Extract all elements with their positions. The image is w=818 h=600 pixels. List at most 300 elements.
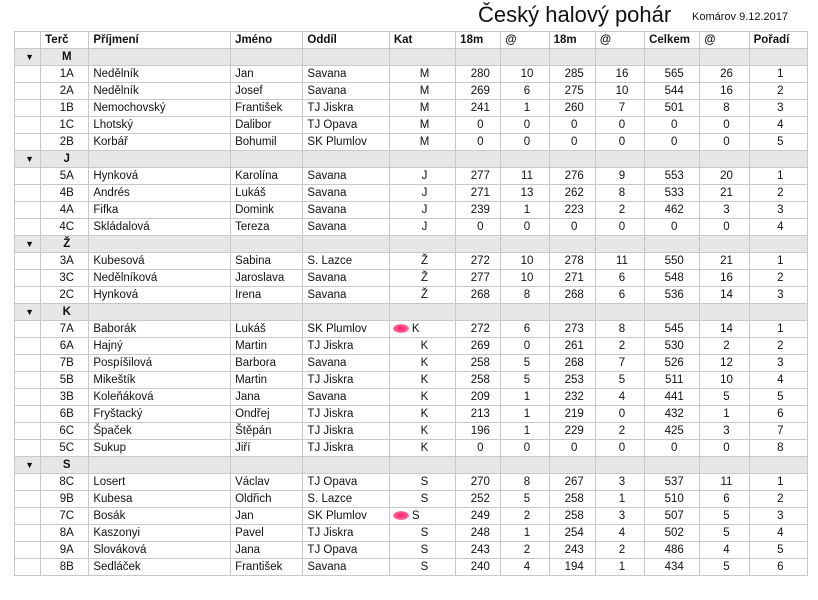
group-row-empty-cell	[231, 236, 303, 253]
group-row-empty-cell	[231, 151, 303, 168]
group-row-empty-cell	[749, 236, 807, 253]
target-cell: 4A	[41, 202, 89, 219]
group-row-empty-cell	[456, 49, 501, 66]
collapse-triangle-icon[interactable]: ▼	[15, 304, 41, 321]
at-first-cell: 6	[501, 83, 549, 100]
rank-cell: 7	[749, 423, 807, 440]
firstname-cell: Jiří	[231, 440, 303, 457]
at-second-cell: 1	[595, 491, 644, 508]
group-row-empty-cell	[749, 151, 807, 168]
at-second-cell: 1	[595, 559, 644, 576]
row-indent-cell	[15, 406, 41, 423]
at-second-cell: 9	[595, 168, 644, 185]
club-cell: TJ Jiskra	[303, 423, 389, 440]
group-row-empty-cell	[231, 457, 303, 474]
firstname-cell: Bohumil	[231, 134, 303, 151]
score-18m-second-cell: 0	[549, 117, 595, 134]
target-cell: 1B	[41, 100, 89, 117]
event-subtitle: Komárov 9.12.2017	[692, 11, 789, 23]
table-row[interactable]	[15, 355, 808, 372]
total-cell: 462	[645, 202, 700, 219]
group-row-empty-cell	[700, 151, 749, 168]
category-group-label: J	[41, 151, 89, 168]
at-second-cell: 7	[595, 100, 644, 117]
at-second-cell: 3	[595, 474, 644, 491]
category-cell: J	[389, 185, 455, 202]
surname-cell: Korbář	[89, 134, 231, 151]
group-row-empty-cell	[549, 151, 595, 168]
at-first-cell: 10	[501, 253, 549, 270]
at-first-cell: 1	[501, 406, 549, 423]
surname-cell: Hynková	[89, 168, 231, 185]
group-row-empty-cell	[549, 236, 595, 253]
score-18m-second-cell: 254	[549, 525, 595, 542]
at-total-cell: 16	[700, 83, 749, 100]
club-cell: Savana	[303, 389, 389, 406]
surname-cell: Kaszonyi	[89, 525, 231, 542]
category-cell: M	[389, 117, 455, 134]
target-cell: 8B	[41, 559, 89, 576]
at-second-cell: 0	[595, 406, 644, 423]
club-cell: Savana	[303, 559, 389, 576]
at-first-cell: 5	[501, 372, 549, 389]
club-cell: S. Lazce	[303, 491, 389, 508]
at-second-cell: 0	[595, 219, 644, 236]
table-row[interactable]	[15, 185, 808, 202]
category-cell: M	[389, 66, 455, 83]
firstname-cell: Lukáš	[231, 321, 303, 338]
at-total-cell: 5	[700, 525, 749, 542]
table-row[interactable]	[15, 253, 808, 270]
group-row-empty-cell	[456, 151, 501, 168]
table-row[interactable]	[15, 389, 808, 406]
rank-cell: 1	[749, 474, 807, 491]
rank-cell: 3	[749, 287, 807, 304]
at-second-cell: 8	[595, 185, 644, 202]
score-18m-second-cell: 232	[549, 389, 595, 406]
table-row[interactable]	[15, 287, 808, 304]
total-cell: 501	[645, 100, 700, 117]
surname-cell: Pospíšilová	[89, 355, 231, 372]
surname-cell: Špaček	[89, 423, 231, 440]
category-group-row[interactable]	[15, 304, 808, 321]
table-row[interactable]	[15, 372, 808, 389]
at-second-cell: 0	[595, 440, 644, 457]
row-indent-cell	[15, 321, 41, 338]
surname-cell: Nemochovský	[89, 100, 231, 117]
table-row[interactable]	[15, 559, 808, 576]
at-second-cell: 2	[595, 202, 644, 219]
rank-cell: 6	[749, 559, 807, 576]
group-row-empty-cell	[303, 151, 389, 168]
column-header-kat[interactable]: Kat	[389, 32, 455, 49]
total-cell: 0	[645, 117, 700, 134]
at-first-cell: 6	[501, 321, 549, 338]
at-first-cell: 0	[501, 134, 549, 151]
row-indent-cell	[15, 219, 41, 236]
table-row[interactable]	[15, 117, 808, 134]
target-cell: 5C	[41, 440, 89, 457]
target-cell: 6C	[41, 423, 89, 440]
total-cell: 511	[645, 372, 700, 389]
score-18m-second-cell: 243	[549, 542, 595, 559]
at-second-cell: 6	[595, 270, 644, 287]
category-group-row[interactable]	[15, 457, 808, 474]
score-18m-second-cell: 261	[549, 338, 595, 355]
firstname-cell: Sabina	[231, 253, 303, 270]
club-cell: Savana	[303, 270, 389, 287]
row-indent-cell	[15, 168, 41, 185]
at-total-cell: 3	[700, 423, 749, 440]
group-row-empty-cell	[645, 151, 700, 168]
category-cell: S	[389, 525, 455, 542]
at-total-cell: 1	[700, 406, 749, 423]
score-18m-second-cell: 0	[549, 440, 595, 457]
target-cell: 3A	[41, 253, 89, 270]
target-cell: 7A	[41, 321, 89, 338]
rank-cell: 3	[749, 202, 807, 219]
group-row-empty-cell	[89, 49, 231, 66]
score-18m-second-cell: 0	[549, 219, 595, 236]
group-row-empty-cell	[231, 304, 303, 321]
category-cell	[389, 508, 455, 525]
group-row-empty-cell	[749, 49, 807, 66]
category-cell: M	[389, 100, 455, 117]
collapse-triangle-icon[interactable]: ▼	[15, 236, 41, 253]
table-row[interactable]	[15, 423, 808, 440]
table-row[interactable]	[15, 440, 808, 457]
category-value: S	[411, 510, 420, 522]
score-18m-second-cell: 285	[549, 66, 595, 83]
target-cell: 2B	[41, 134, 89, 151]
category-cell	[389, 321, 455, 338]
row-indent-cell	[15, 372, 41, 389]
group-row-empty-cell	[595, 151, 644, 168]
group-row-empty-cell	[595, 49, 644, 66]
table-row[interactable]	[15, 83, 808, 100]
at-first-cell: 10	[501, 66, 549, 83]
firstname-cell: Martin	[231, 338, 303, 355]
category-group-row[interactable]	[15, 151, 808, 168]
at-total-cell: 5	[700, 508, 749, 525]
club-cell: Savana	[303, 185, 389, 202]
column-header-18m-second[interactable]: 18m	[549, 32, 595, 49]
table-row[interactable]	[15, 508, 808, 525]
at-total-cell: 16	[700, 270, 749, 287]
club-cell: Savana	[303, 287, 389, 304]
score-18m-first-cell: 271	[456, 185, 501, 202]
column-header-oddil[interactable]: Oddíl	[303, 32, 389, 49]
table-row[interactable]	[15, 338, 808, 355]
at-total-cell: 14	[700, 287, 749, 304]
table-row[interactable]	[15, 134, 808, 151]
firstname-cell: Tereza	[231, 219, 303, 236]
table-row[interactable]	[15, 100, 808, 117]
group-row-empty-cell	[389, 49, 455, 66]
category-group-row[interactable]	[15, 236, 808, 253]
score-18m-first-cell: 248	[456, 525, 501, 542]
category-group-label: Ž	[41, 236, 89, 253]
surname-cell: Nedělník	[89, 83, 231, 100]
at-total-cell: 20	[700, 168, 749, 185]
surname-cell: Hajný	[89, 338, 231, 355]
rank-cell: 1	[749, 168, 807, 185]
firstname-cell: Karolína	[231, 168, 303, 185]
at-total-cell: 14	[700, 321, 749, 338]
score-18m-first-cell: 277	[456, 270, 501, 287]
column-header-18m-first[interactable]: 18m	[456, 32, 501, 49]
table-row[interactable]	[15, 219, 808, 236]
at-total-cell: 8	[700, 100, 749, 117]
column-header-celkem[interactable]: Celkem	[645, 32, 700, 49]
score-18m-first-cell: 243	[456, 542, 501, 559]
club-cell: Savana	[303, 355, 389, 372]
target-cell: 5B	[41, 372, 89, 389]
at-total-cell: 11	[700, 474, 749, 491]
at-total-cell: 0	[700, 440, 749, 457]
score-18m-second-cell: 267	[549, 474, 595, 491]
surname-cell: Sedláček	[89, 559, 231, 576]
column-header-jmeno[interactable]: Jméno	[231, 32, 303, 49]
group-row-empty-cell	[645, 49, 700, 66]
group-row-empty-cell	[89, 304, 231, 321]
group-row-empty-cell	[501, 457, 549, 474]
at-second-cell: 4	[595, 389, 644, 406]
group-row-empty-cell	[700, 236, 749, 253]
club-cell: TJ Jiskra	[303, 525, 389, 542]
group-row-empty-cell	[303, 304, 389, 321]
category-cell: K	[389, 423, 455, 440]
target-cell: 8A	[41, 525, 89, 542]
firstname-cell: Dalibor	[231, 117, 303, 134]
at-second-cell: 2	[595, 542, 644, 559]
score-18m-first-cell: 252	[456, 491, 501, 508]
category-cell: K	[389, 338, 455, 355]
total-cell: 530	[645, 338, 700, 355]
score-18m-second-cell: 273	[549, 321, 595, 338]
score-18m-second-cell: 268	[549, 287, 595, 304]
firstname-cell: Lukáš	[231, 185, 303, 202]
club-cell: Savana	[303, 219, 389, 236]
category-cell: Ž	[389, 270, 455, 287]
surname-cell: Fryštacký	[89, 406, 231, 423]
club-cell: SK Plumlov	[303, 321, 389, 338]
category-cell: K	[389, 406, 455, 423]
total-cell: 526	[645, 355, 700, 372]
column-header-at-total[interactable]: @	[700, 32, 749, 49]
total-cell: 553	[645, 168, 700, 185]
table-row[interactable]	[15, 406, 808, 423]
target-cell: 1C	[41, 117, 89, 134]
group-row-empty-cell	[456, 236, 501, 253]
category-cell: S	[389, 559, 455, 576]
score-18m-first-cell: 272	[456, 253, 501, 270]
surname-cell: Hynková	[89, 287, 231, 304]
category-cell: K	[389, 389, 455, 406]
at-first-cell: 1	[501, 100, 549, 117]
group-row-empty-cell	[89, 151, 231, 168]
firstname-cell: František	[231, 559, 303, 576]
at-total-cell: 26	[700, 66, 749, 83]
total-cell: 537	[645, 474, 700, 491]
at-second-cell: 0	[595, 117, 644, 134]
rank-cell: 1	[749, 321, 807, 338]
score-18m-first-cell: 209	[456, 389, 501, 406]
score-18m-second-cell: 276	[549, 168, 595, 185]
surname-cell: Nedělníková	[89, 270, 231, 287]
at-total-cell: 21	[700, 185, 749, 202]
at-second-cell: 2	[595, 338, 644, 355]
surname-cell: Kubesová	[89, 253, 231, 270]
score-18m-first-cell: 280	[456, 66, 501, 83]
row-indent-cell	[15, 338, 41, 355]
category-cell: J	[389, 219, 455, 236]
score-18m-first-cell: 249	[456, 508, 501, 525]
score-18m-first-cell: 272	[456, 321, 501, 338]
table-row[interactable]	[15, 168, 808, 185]
collapse-triangle-icon[interactable]: ▼	[15, 151, 41, 168]
column-header-at-first[interactable]: @	[501, 32, 549, 49]
category-cell: M	[389, 134, 455, 151]
category-value: K	[411, 323, 420, 335]
page-title: Český halový pohár	[478, 2, 672, 27]
table-row[interactable]	[15, 202, 808, 219]
score-18m-first-cell: 0	[456, 219, 501, 236]
target-cell: 2C	[41, 287, 89, 304]
table-row[interactable]	[15, 525, 808, 542]
score-18m-first-cell: 258	[456, 372, 501, 389]
firstname-cell: Štěpán	[231, 423, 303, 440]
at-first-cell: 0	[501, 338, 549, 355]
group-row-empty-cell	[501, 151, 549, 168]
row-indent-cell	[15, 185, 41, 202]
group-row-empty-cell	[389, 457, 455, 474]
group-row-empty-cell	[501, 304, 549, 321]
group-row-empty-cell	[645, 236, 700, 253]
highlight-marker-icon	[393, 511, 409, 520]
category-cell: K	[389, 355, 455, 372]
row-indent-cell	[15, 253, 41, 270]
score-18m-first-cell: 0	[456, 117, 501, 134]
group-row-empty-cell	[595, 457, 644, 474]
rank-cell: 6	[749, 406, 807, 423]
at-first-cell: 5	[501, 491, 549, 508]
at-first-cell: 2	[501, 508, 549, 525]
total-cell: 432	[645, 406, 700, 423]
score-18m-first-cell: 0	[456, 134, 501, 151]
at-first-cell: 8	[501, 287, 549, 304]
target-cell: 1A	[41, 66, 89, 83]
firstname-cell: Domink	[231, 202, 303, 219]
at-total-cell: 21	[700, 253, 749, 270]
rank-cell: 2	[749, 338, 807, 355]
total-cell: 0	[645, 440, 700, 457]
target-cell: 3B	[41, 389, 89, 406]
score-18m-second-cell: 253	[549, 372, 595, 389]
column-header-at-second[interactable]: @	[595, 32, 644, 49]
group-row-empty-cell	[303, 457, 389, 474]
at-first-cell: 1	[501, 423, 549, 440]
target-cell: 9B	[41, 491, 89, 508]
score-18m-second-cell: 194	[549, 559, 595, 576]
score-18m-first-cell: 277	[456, 168, 501, 185]
at-second-cell: 4	[595, 525, 644, 542]
total-cell: 434	[645, 559, 700, 576]
group-row-empty-cell	[549, 304, 595, 321]
group-row-empty-cell	[456, 304, 501, 321]
table-row[interactable]	[15, 321, 808, 338]
club-cell: Savana	[303, 66, 389, 83]
column-header-prijmeni[interactable]: Příjmení	[89, 32, 231, 49]
club-cell: Savana	[303, 168, 389, 185]
group-row-empty-cell	[501, 49, 549, 66]
row-indent-cell	[15, 355, 41, 372]
total-cell: 536	[645, 287, 700, 304]
firstname-cell: Jan	[231, 66, 303, 83]
at-first-cell: 1	[501, 525, 549, 542]
column-header-poradi[interactable]: Pořadí	[749, 32, 807, 49]
rank-cell: 8	[749, 440, 807, 457]
row-indent-cell	[15, 491, 41, 508]
at-first-cell: 13	[501, 185, 549, 202]
group-row-empty-cell	[700, 457, 749, 474]
group-row-empty-cell	[749, 304, 807, 321]
results-body	[15, 49, 808, 576]
table-row[interactable]	[15, 474, 808, 491]
group-row-empty-cell	[595, 304, 644, 321]
rank-cell: 2	[749, 491, 807, 508]
target-cell: 7C	[41, 508, 89, 525]
expand-column-header	[15, 32, 41, 49]
surname-cell: Lhotský	[89, 117, 231, 134]
club-cell: TJ Jiskra	[303, 372, 389, 389]
score-18m-first-cell: 268	[456, 287, 501, 304]
firstname-cell: Václav	[231, 474, 303, 491]
total-cell: 533	[645, 185, 700, 202]
column-header-terc[interactable]: Terč	[41, 32, 89, 49]
group-row-empty-cell	[456, 457, 501, 474]
group-row-empty-cell	[89, 236, 231, 253]
group-row-empty-cell	[389, 151, 455, 168]
at-second-cell: 7	[595, 355, 644, 372]
category-group-row[interactable]	[15, 49, 808, 66]
rank-cell: 4	[749, 117, 807, 134]
table-row[interactable]	[15, 491, 808, 508]
rank-cell: 4	[749, 525, 807, 542]
surname-cell: Sukup	[89, 440, 231, 457]
row-indent-cell	[15, 134, 41, 151]
score-18m-first-cell: 269	[456, 338, 501, 355]
table-row[interactable]	[15, 66, 808, 83]
score-18m-second-cell: 258	[549, 508, 595, 525]
at-total-cell: 4	[700, 542, 749, 559]
target-cell: 3C	[41, 270, 89, 287]
firstname-cell: Josef	[231, 83, 303, 100]
total-cell: 548	[645, 270, 700, 287]
collapse-triangle-icon[interactable]: ▼	[15, 457, 41, 474]
rank-cell: 2	[749, 270, 807, 287]
score-18m-second-cell: 268	[549, 355, 595, 372]
table-row[interactable]	[15, 542, 808, 559]
target-cell: 6A	[41, 338, 89, 355]
score-18m-second-cell: 271	[549, 270, 595, 287]
surname-cell: Bosák	[89, 508, 231, 525]
table-row[interactable]	[15, 270, 808, 287]
collapse-triangle-icon[interactable]: ▼	[15, 49, 41, 66]
at-total-cell: 12	[700, 355, 749, 372]
at-second-cell: 10	[595, 83, 644, 100]
rank-cell: 1	[749, 253, 807, 270]
